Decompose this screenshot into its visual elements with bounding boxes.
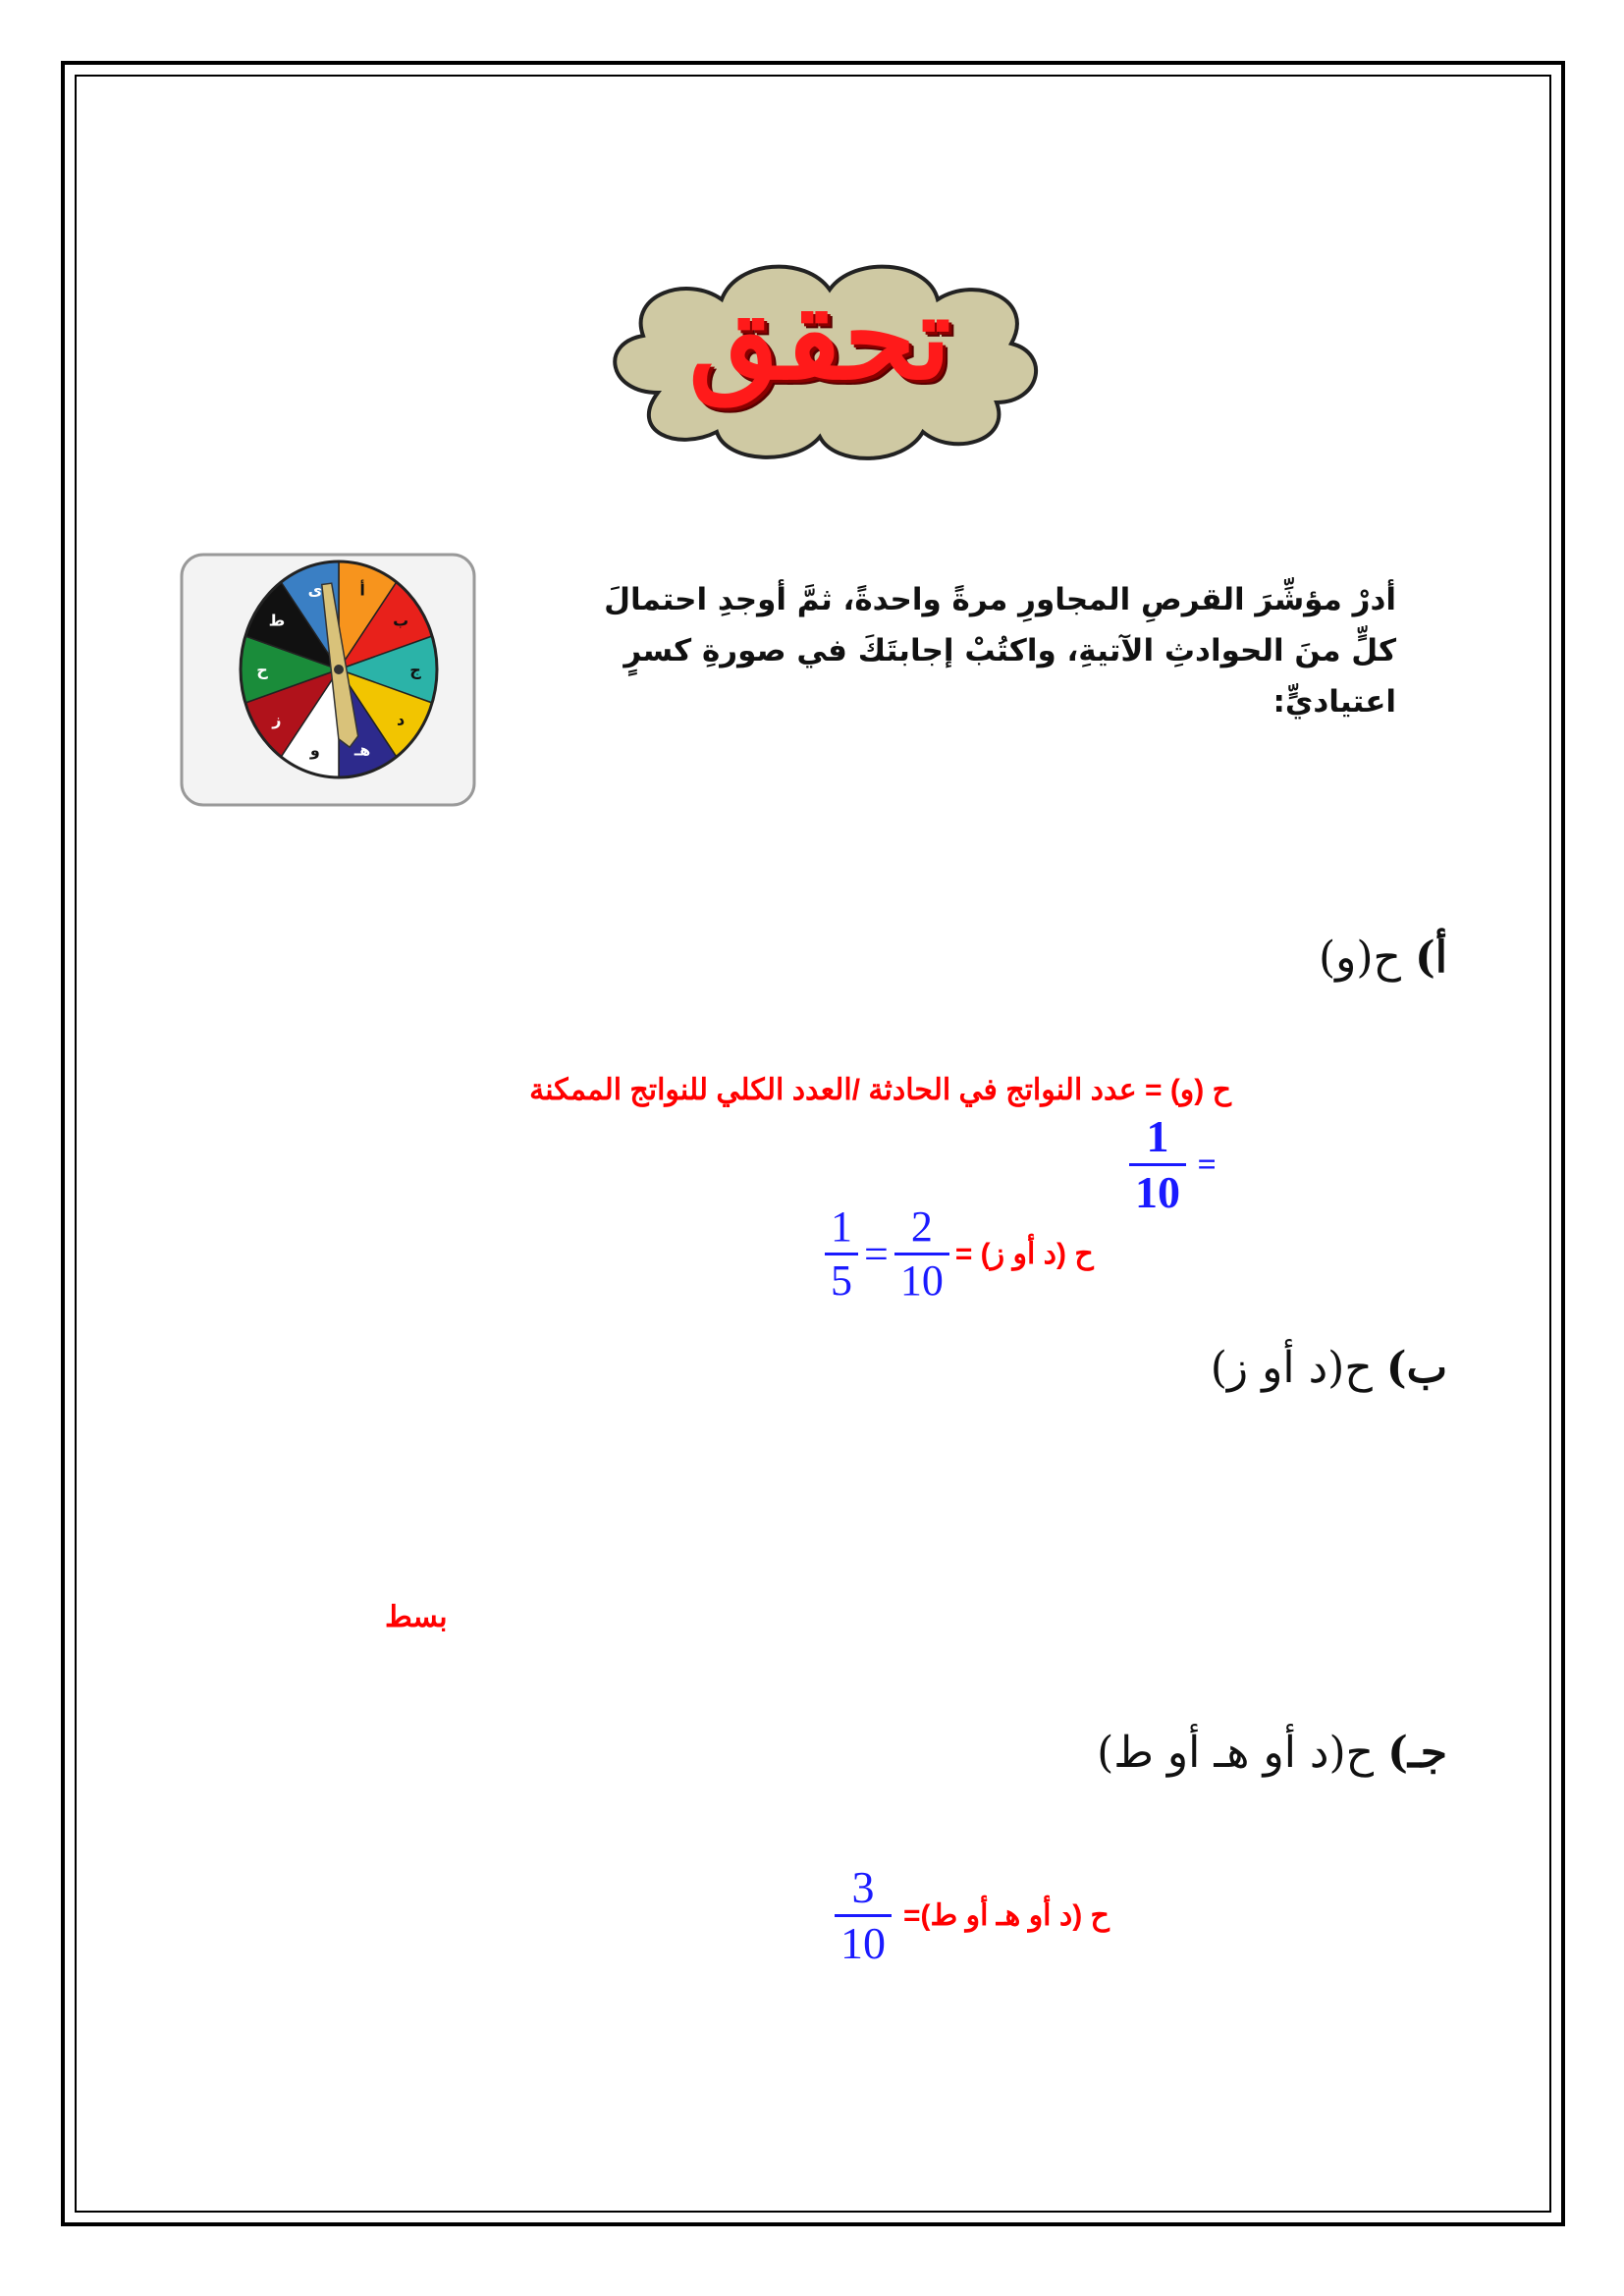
question-c-label: جـ) bbox=[1387, 1728, 1447, 1778]
question-a-label: أ) bbox=[1414, 933, 1447, 983]
answer-a-fraction bbox=[1129, 1111, 1186, 1217]
answer-b-prefix: ح (د أو ز) = bbox=[954, 1238, 1094, 1270]
spinner-letter: ى bbox=[307, 580, 323, 600]
spinner-letter: ج bbox=[409, 661, 421, 679]
spinner-letter: د bbox=[396, 710, 406, 729]
question-a-text: ح(و) bbox=[1318, 933, 1401, 983]
spinner-letter: و bbox=[309, 740, 320, 760]
fraction-numerator: 1 bbox=[831, 1202, 852, 1251]
fraction-numerator: 2 bbox=[910, 1202, 933, 1251]
spinner-letter: ب bbox=[393, 611, 409, 630]
fraction-denominator: 10 bbox=[894, 1253, 949, 1303]
answer-b-fraction bbox=[894, 1202, 949, 1305]
answer-b bbox=[825, 1202, 1094, 1305]
answer-a-result bbox=[1129, 1111, 1217, 1217]
fraction-numerator: 1 bbox=[1146, 1111, 1169, 1161]
spinner-letter: ط bbox=[268, 611, 286, 630]
fraction-denominator: 5 bbox=[825, 1253, 858, 1303]
instruction-text: أدرْ مؤشِّرَ القرصِ المجاورِ مرةً واحدةً، ثمَّ أوجدِ احتمالَ كلٍّ منَ الحوادثِ الآتيةِ، واكتُبْ إجابتَكَ في صورةِ كسرٍ اعتياديٍّ: bbox=[604, 582, 1396, 720]
spinner-wheel bbox=[241, 561, 437, 777]
question-b-text: ح(د أو ز) bbox=[1210, 1343, 1373, 1393]
fraction-numerator: 3 bbox=[851, 1862, 875, 1912]
equals-sign: = bbox=[864, 1230, 889, 1278]
question-a bbox=[1319, 933, 1447, 983]
answer-c-fraction bbox=[835, 1862, 892, 1968]
fraction-denominator: 10 bbox=[835, 1914, 892, 1966]
spinner-illustration bbox=[177, 550, 481, 815]
answer-b-note: بسط bbox=[385, 1601, 448, 1633]
question-c bbox=[1097, 1728, 1447, 1778]
answer-c bbox=[835, 1862, 1110, 1968]
spinner-letter: ز bbox=[272, 710, 282, 729]
page-title: تحقق bbox=[688, 269, 951, 405]
spinner-letter: ح bbox=[256, 661, 268, 679]
spinner-letter: هـ bbox=[353, 740, 371, 760]
question-c-text: ح(د أو هـ أو ط) bbox=[1097, 1728, 1375, 1778]
equals-sign: = bbox=[1197, 1147, 1217, 1184]
question-b-label: ب) bbox=[1385, 1343, 1447, 1393]
answer-b-simplified bbox=[825, 1202, 858, 1305]
answer-a-formula: ح (و) = عدد النواتج في الحادثة /العدد الكلي للنواتج الممكنة bbox=[529, 1074, 1231, 1106]
fraction-denominator: 10 bbox=[1129, 1163, 1186, 1215]
question-b bbox=[1211, 1343, 1447, 1393]
spinner-letter: أ bbox=[359, 580, 365, 600]
answer-c-prefix: ح (د أو هـ أو ط)= bbox=[903, 1899, 1110, 1932]
